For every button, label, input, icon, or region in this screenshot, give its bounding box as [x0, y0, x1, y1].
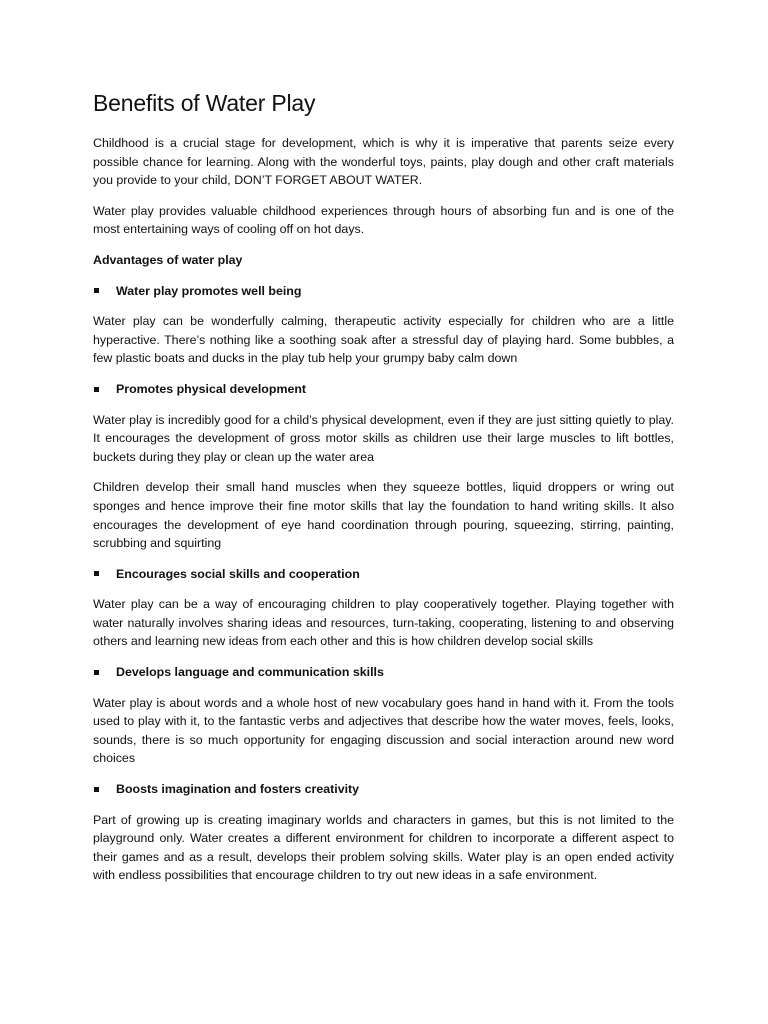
square-bullet-icon [94, 670, 99, 675]
paragraph-physical-1: Water play is incredibly good for a child’s physical development, even if they are just sitting quietly to play. It encourages the development of gross motor skills as children use their large muscles to lift bottles, buckets during they play or clean up the water area [93, 412, 674, 464]
bullet-heading-well-being [93, 282, 674, 301]
document-title: Benefits of Water Play [93, 90, 316, 116]
section-heading: Advantages of water play [93, 252, 243, 267]
paragraph-well-being: Water play can be wonderfully calming, therapeutic activity especially for children who are a little hyperactive. There’s nothing like a soothing soak after a stressful day of playing hard. Some bubbles, a few plastic boats and ducks in the play tub help your grumpy baby calm down [93, 314, 674, 366]
bullet-heading-text: Encourages social skills and cooperation [116, 566, 360, 581]
square-bullet-icon [94, 387, 99, 392]
paragraph-language: Water play is about words and a whole host of new vocabulary goes hand in hand with it. From the tools used to play with it, to the fantastic verbs and adjectives that describe how the water moves, feels, looks, sounds, there is so much opportunity for engaging discussion and social interaction around new word choices [93, 695, 674, 766]
square-bullet-icon [94, 288, 99, 293]
bullet-heading-text: Develops language and communication skills [116, 665, 384, 680]
paragraph-physical-2: Children develop their small hand muscles when they squeeze bottles, liquid droppers or wring out sponges and hence improve their fine motor skills that lay the foundation to hand writing skills. It also encourages the development of eye hand coordination through pouring, squeezing, stirring, painting, scrubbing and squirting [93, 480, 674, 551]
bullet-heading-language [93, 663, 674, 682]
intro-paragraph-1: Childhood is a crucial stage for development, which is why it is imperative that parents seize every possible chance for learning. Along with the wonderful toys, paints, play dough and other craft materials you provide to your child, DON’T FORGET ABOUT WATER. [93, 136, 674, 188]
bullet-heading-text: Boosts imagination and fosters creativity [116, 782, 360, 797]
document-page [93, 88, 674, 897]
square-bullet-icon [94, 787, 99, 792]
paragraph-imagination: Part of growing up is creating imaginary worlds and characters in games, but this is not limited to the playground only. Water creates a different environment for children to incorporate a different aspect to their games and as a result, develops their problem solving skills. Water play is an open ended activity with endless possibilities that encourage children to try out new ideas in a safe environment. [93, 812, 674, 883]
square-bullet-icon [94, 571, 99, 576]
intro-paragraph-2: Water play provides valuable childhood experiences through hours of absorbing fun and is one of the most entertaining ways of cooling off on hot days. [93, 203, 674, 237]
paragraph-social: Water play can be a way of encouraging children to play cooperatively together. Playing together with water naturally involves sharing ideas and resources, turn-taking, cooperating, listening to and observing others and learning new ideas from each other and this is how children develop social skills [93, 597, 674, 649]
bullet-heading-imagination [93, 780, 674, 799]
bullet-heading-physical [93, 380, 674, 399]
bullet-heading-social [93, 565, 674, 584]
bullet-heading-text: Water play promotes well being [116, 283, 302, 298]
bullet-heading-text: Promotes physical development [116, 381, 307, 396]
